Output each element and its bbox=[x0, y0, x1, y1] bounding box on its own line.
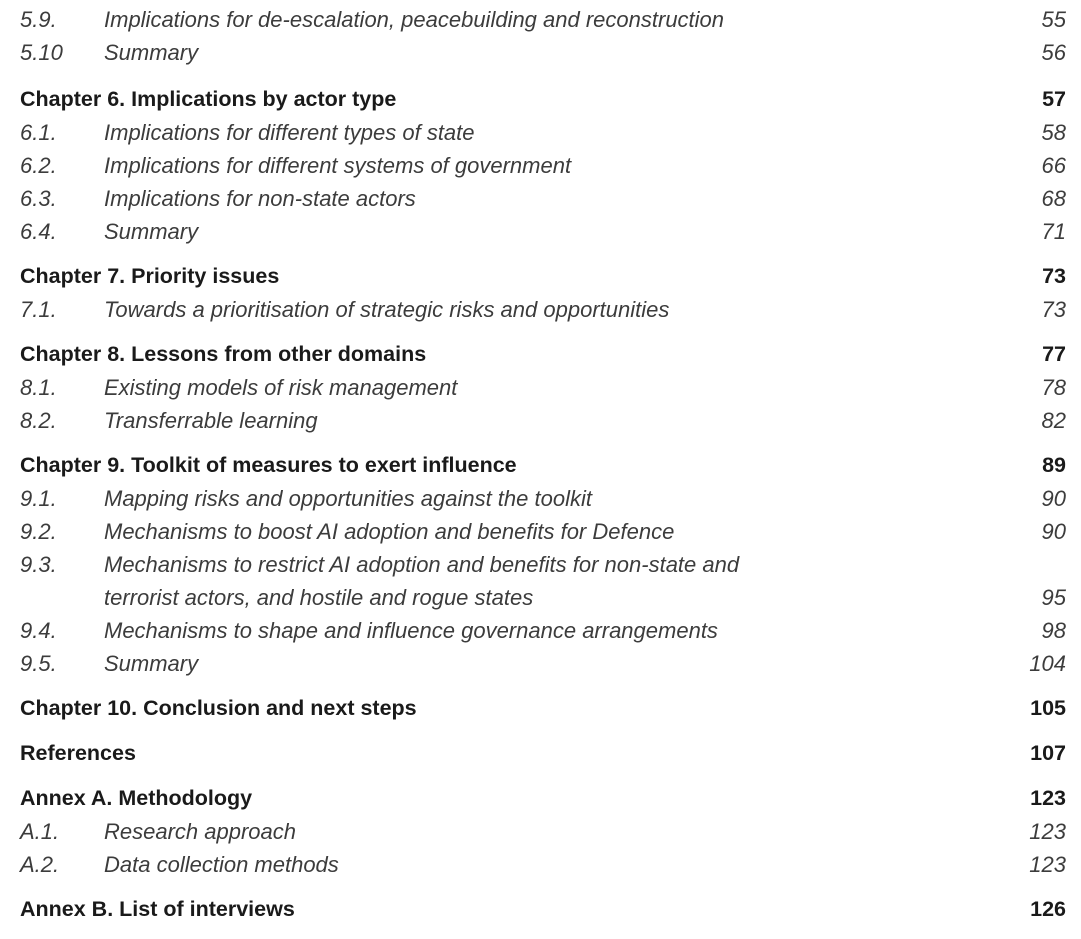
toc-chapter-10[interactable] bbox=[20, 691, 1066, 725]
toc-annex-b[interactable] bbox=[20, 892, 1066, 926]
entry-title-continued: terrorist actors, and hostile and rogue states bbox=[104, 585, 534, 610]
toc-entry-8-2[interactable] bbox=[20, 404, 1066, 437]
chapter-label: Chapter 10. Conclusion and next steps bbox=[20, 696, 417, 720]
entry-title: Implications for different types of state bbox=[104, 120, 475, 145]
chapter-page: 77 bbox=[1042, 342, 1066, 366]
entry-page: 98 bbox=[1041, 618, 1066, 643]
chapter-page: 73 bbox=[1042, 264, 1066, 288]
chapter-page: 126 bbox=[1030, 897, 1066, 921]
entry-title: Implications for non-state actors bbox=[104, 186, 416, 211]
chapter-label: Annex A. Methodology bbox=[20, 786, 253, 810]
toc-entry-8-1[interactable] bbox=[20, 371, 1066, 404]
entry-number: A.2. bbox=[20, 852, 60, 877]
toc-annex-a[interactable] bbox=[20, 781, 1066, 815]
toc-entry-5-10[interactable] bbox=[20, 36, 1066, 69]
entry-page: 82 bbox=[1041, 408, 1066, 433]
chapter-page: 123 bbox=[1030, 786, 1066, 810]
chapter-label: Annex B. List of interviews bbox=[20, 897, 295, 921]
entry-number: A.1. bbox=[20, 819, 60, 844]
toc-chapter-8[interactable] bbox=[20, 337, 1066, 371]
toc-entry-5-9[interactable] bbox=[20, 3, 1066, 36]
chapter-label: Chapter 9. Toolkit of measures to exert influence bbox=[20, 453, 517, 477]
entry-number: 7.1. bbox=[20, 297, 57, 322]
entry-title: Research approach bbox=[104, 819, 297, 844]
entry-number: 9.3. bbox=[20, 552, 57, 577]
entry-title: Summary bbox=[104, 40, 199, 65]
entry-title: Implications for de-escalation, peacebuilding and reconstruction bbox=[104, 7, 725, 32]
chapter-label: References bbox=[20, 741, 136, 765]
table-of-contents bbox=[20, 3, 1066, 926]
chapter-label: Chapter 7. Priority issues bbox=[20, 264, 280, 288]
toc-entry-9-3[interactable] bbox=[20, 548, 1066, 581]
toc-entry-6-3[interactable] bbox=[20, 182, 1066, 215]
entry-page: 58 bbox=[1041, 120, 1066, 145]
toc-entry-9-4[interactable] bbox=[20, 614, 1066, 647]
entry-title: Mechanisms to shape and influence governance arrangements bbox=[104, 618, 718, 643]
entry-page: 73 bbox=[1041, 297, 1066, 322]
entry-title: Implications for different systems of government bbox=[104, 153, 572, 178]
entry-page: 123 bbox=[1029, 852, 1066, 877]
toc-chapter-7[interactable] bbox=[20, 259, 1066, 293]
entry-page: 55 bbox=[1041, 7, 1066, 32]
chapter-page: 107 bbox=[1030, 741, 1066, 765]
entry-number: 9.2. bbox=[20, 519, 57, 544]
entry-page: 68 bbox=[1041, 186, 1066, 211]
entry-page: 71 bbox=[1041, 219, 1066, 244]
entry-page: 95 bbox=[1041, 585, 1066, 610]
entry-title: Existing models of risk management bbox=[104, 375, 458, 400]
toc-entry-9-2[interactable] bbox=[20, 515, 1066, 548]
chapter-page: 89 bbox=[1042, 453, 1066, 477]
entry-page: 90 bbox=[1041, 486, 1066, 511]
entry-title: Summary bbox=[104, 219, 199, 244]
toc-entry-9-5[interactable] bbox=[20, 647, 1066, 680]
entry-title: Summary bbox=[104, 651, 199, 676]
chapter-label: Chapter 8. Lessons from other domains bbox=[20, 342, 427, 366]
chapter-label: Chapter 6. Implications by actor type bbox=[20, 87, 397, 111]
entry-number: 9.1. bbox=[20, 486, 57, 511]
entry-number: 6.4. bbox=[20, 219, 57, 244]
entry-number: 8.2. bbox=[20, 408, 57, 433]
chapter-page: 57 bbox=[1042, 87, 1066, 111]
toc-entry-6-1[interactable] bbox=[20, 116, 1066, 149]
toc-entry-a-1[interactable] bbox=[20, 815, 1066, 848]
toc-entry-6-4[interactable] bbox=[20, 215, 1066, 248]
entry-title: Mechanisms to boost AI adoption and benefits for Defence bbox=[104, 519, 675, 544]
entry-title: Data collection methods bbox=[104, 852, 339, 877]
entry-number: 6.1. bbox=[20, 120, 57, 145]
entry-title: Transferrable learning bbox=[104, 408, 318, 433]
toc-entry-7-1[interactable] bbox=[20, 293, 1066, 326]
toc-entry-a-2[interactable] bbox=[20, 848, 1066, 881]
entry-number: 5.9. bbox=[20, 7, 57, 32]
entry-number: 6.3. bbox=[20, 186, 57, 211]
entry-title: Towards a prioritisation of strategic risks and opportunities bbox=[104, 297, 670, 322]
toc-chapter-9[interactable] bbox=[20, 448, 1066, 482]
chapter-page: 105 bbox=[1030, 696, 1066, 720]
entry-number: 9.5. bbox=[20, 651, 57, 676]
toc-entry-6-2[interactable] bbox=[20, 149, 1066, 182]
entry-page: 123 bbox=[1029, 819, 1066, 844]
entry-page: 104 bbox=[1029, 651, 1066, 676]
toc-entry-9-1[interactable] bbox=[20, 482, 1066, 515]
toc-references[interactable] bbox=[20, 736, 1066, 770]
entry-number: 5.10 bbox=[20, 40, 63, 65]
toc-entry-9-3-continued[interactable] bbox=[20, 581, 1066, 614]
entry-page: 78 bbox=[1041, 375, 1066, 400]
entry-number: 6.2. bbox=[20, 153, 57, 178]
toc-chapter-6[interactable] bbox=[20, 82, 1066, 116]
entry-number: 8.1. bbox=[20, 375, 57, 400]
entry-page: 90 bbox=[1041, 519, 1066, 544]
entry-page: 66 bbox=[1041, 153, 1066, 178]
entry-number: 9.4. bbox=[20, 618, 57, 643]
entry-title: Mechanisms to restrict AI adoption and benefits for non-state and bbox=[104, 552, 740, 577]
entry-page: 56 bbox=[1041, 40, 1066, 65]
entry-title: Mapping risks and opportunities against the toolkit bbox=[104, 486, 592, 511]
